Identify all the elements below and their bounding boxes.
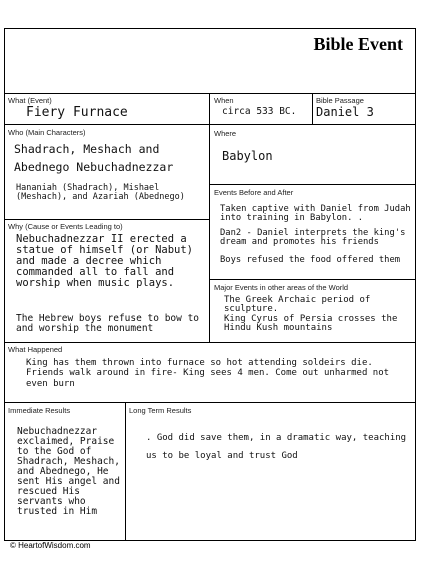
where-label: Where: [214, 129, 237, 138]
bible-passage-value: Daniel 3: [316, 105, 374, 119]
who-label: Who (Main Characters): [8, 128, 86, 137]
what-happened-label: What Happened: [8, 345, 63, 354]
before-after-item: Taken captive with Daniel from Judah into training in Babylon. .: [220, 204, 411, 224]
before-after-item: Dan2 - Daniel interprets the king's dream and promotes his friends: [220, 228, 406, 248]
why-label: Why (Cause or Events Leading to): [8, 222, 123, 231]
events-before-after-label: Events Before and After: [214, 188, 294, 197]
when-value: circa 533 BC.: [222, 106, 297, 117]
divider: [4, 342, 416, 343]
divider: [312, 93, 313, 124]
long-term-results-value: . God did save them, in a dramatic way, teaching us to be loyal and trust God: [146, 433, 407, 461]
major-events-label: Major Events in other areas of the World: [214, 283, 349, 292]
what-event-label: What (Event): [8, 96, 52, 105]
divider: [209, 184, 416, 185]
who-note-value: Hananiah (Shadrach), Mishael (Meshach), and Azariah (Abednego): [16, 183, 185, 202]
immediate-results-label: Immediate Results: [8, 406, 71, 415]
immediate-results-value: Nebuchadnezzar exclaimed, Praise to the God of Shadrach, Meshach, and Abednego, He sent His angel and rescued His servants who trusted in Him: [17, 426, 120, 517]
who-main-value: Shadrach, Meshach and Abednego Nebuchadnezzar: [14, 142, 174, 174]
where-value: Babylon: [222, 149, 273, 163]
what-event-value: Fiery Furnace: [26, 105, 128, 120]
when-label: When: [214, 96, 234, 105]
why-value-2: The Hebrew boys refuse to bow to and worship the monument: [16, 313, 200, 334]
why-value-1: Nebuchadnezzar II erected a statue of himself (or Nabut) and made a decree which commanded all to fall and worship when music plays.: [16, 233, 194, 290]
bible-passage-label: Bible Passage: [316, 96, 364, 105]
divider: [209, 279, 416, 280]
divider: [4, 402, 416, 403]
major-event-item: The Greek Archaic period of sculpture.: [224, 295, 371, 315]
major-event-item: King Cyrus of Persia crosses the Hindu Kush mountains: [224, 314, 398, 334]
long-term-results-label: Long Term Results: [129, 406, 192, 415]
divider: [125, 402, 126, 541]
divider: [4, 219, 209, 220]
divider: [209, 93, 210, 342]
divider: [4, 93, 416, 94]
before-after-item: Boys refused the food offered them: [220, 255, 401, 265]
what-happened-value: King has them thrown into furnace so hot attending soldeirs die. Friends walk around in fire- King sees 4 men. Come out unharmed not even burn: [26, 358, 390, 389]
page-title: Bible Event: [313, 34, 403, 54]
copyright-footer: © HeartofWisdom.com: [10, 541, 91, 550]
divider: [4, 124, 416, 125]
